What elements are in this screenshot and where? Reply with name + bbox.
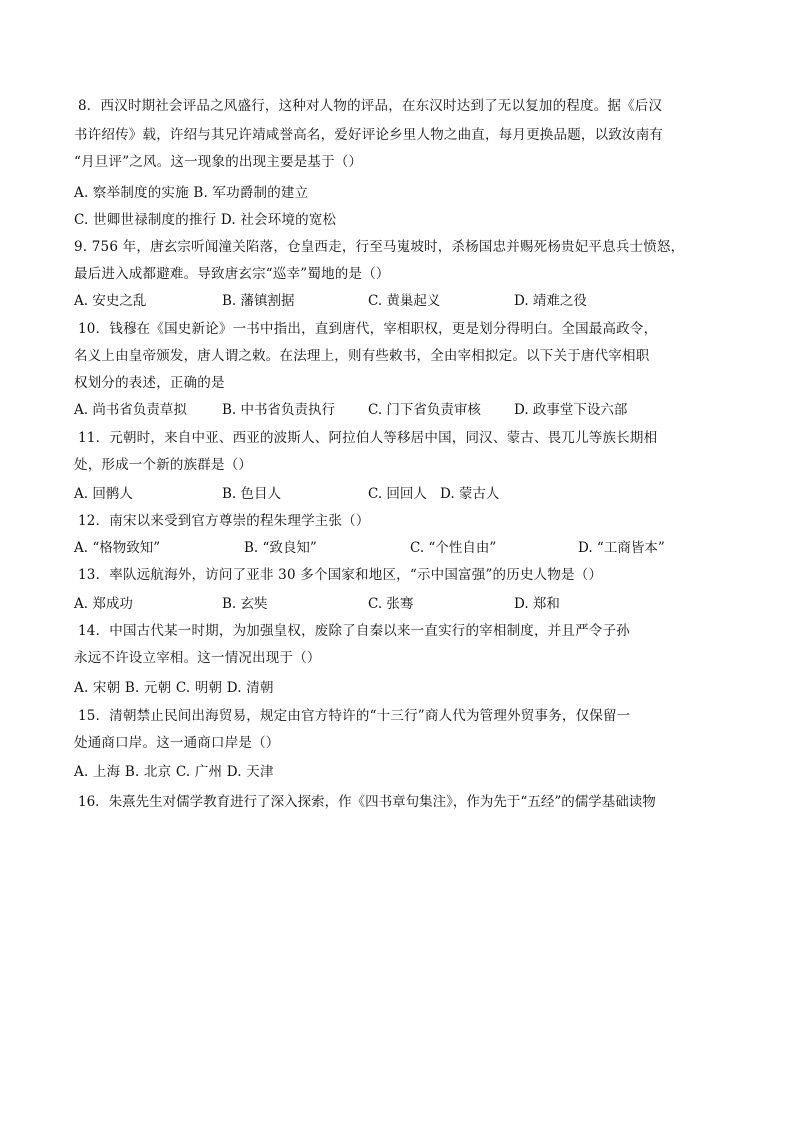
q14-line-1: 14．中国古代某一时期，为加强皇权，废除了自秦以来一直实行的宰相制度，并且严令子孙: [78, 623, 630, 639]
q9-option-d: D. 靖难之役: [514, 293, 587, 309]
q11-option-a: A. 回鹘人: [74, 486, 133, 502]
q9-line-1: 9. 756 年，唐玄宗听闻潼关陷落，仓皇西走，行至马嵬坡时，杀杨国忠并赐死杨贵妃平息兵士愤怒，: [74, 239, 685, 255]
q12-option-d: D. “工商皆本”: [578, 540, 665, 556]
q10-line-3: 权划分的表述，正确的是: [74, 375, 225, 391]
q9-option-a: A. 安史之乱: [74, 293, 147, 309]
q11-option-d: D. 蒙古人: [440, 486, 500, 502]
q10-option-c: C. 门下省负责审核: [368, 402, 481, 418]
q9-option-b: B. 藩镇割据: [222, 293, 295, 309]
q8-line-3: “月旦评”之风。这一现象的出现主要是基于（）: [74, 154, 363, 170]
q15-options: A. 上海 B. 北京 C. 广州 D. 天津: [74, 764, 274, 780]
q8-line-2: 书许绍传》载，许绍与其兄许靖咸誉高名，爱好评论乡里人物之曲直，每月更换品题，以致汝南有: [74, 127, 664, 143]
q15-line-2: 处通商口岸。这一通商口岸是（）: [74, 735, 280, 751]
q13-option-d: D. 郑和: [514, 596, 560, 612]
q10-line-2: 名义上由皇帝颁发，唐人谓之敕。在法理上，则有些敕书，全由宰相拟定。以下关于唐代宰相职: [74, 348, 650, 364]
q12-line-1: 12．南宋以来受到官方尊崇的程朱理学主张（）: [78, 513, 370, 529]
q11-line-1: 11．元朝时，来自中亚、西亚的波斯人、阿拉伯人等移居中国，同汉、蒙古、畏兀儿等族长期相: [78, 430, 658, 446]
q12-option-a: A. “格物致知”: [74, 540, 161, 556]
q12-option-c: C. “个性自由”: [410, 540, 497, 556]
q8-option-ab: A. 察举制度的实施 B. 军功爵制的建立: [74, 185, 309, 201]
q13-option-b: B. 玄奘: [222, 596, 268, 612]
q14-line-2: 永远不许设立宰相。这一情况出现于（）: [74, 650, 321, 666]
q9-option-c: C. 黄巢起义: [368, 293, 441, 309]
q11-option-b: B. 色目人: [222, 486, 282, 502]
q13-line-1: 13．率队远航海外，访问了亚非 30 多个国家和地区，“示中国富强”的历史人物是（）: [78, 567, 603, 583]
q13-option-c: C. 张骞: [368, 596, 414, 612]
q10-option-d: D. 政事堂下设六部: [514, 402, 628, 418]
q14-options: A. 宋朝 B. 元朝 C. 明朝 D. 清朝: [74, 680, 274, 696]
q10-line-1: 10．钱穆在《国史新论》一书中指出，直到唐代，宰相职权，更是划分得明白。全国最高政令，: [78, 321, 658, 337]
q11-option-c: C. 回回人: [368, 486, 427, 502]
q11-line-2: 处，形成一个新的族群是（）: [74, 457, 253, 473]
q10-option-b: B. 中书省负责执行: [222, 402, 336, 418]
q15-line-1: 15．清朝禁止民间出海贸易，规定由官方特许的“十三行”商人代为管理外贸事务，仅保留一: [78, 708, 631, 724]
q9-line-2: 最后进入成都避难。导致唐玄宗“巡幸”蜀地的是（）: [74, 266, 390, 282]
q10-option-a: A. 尚书省负责草拟: [74, 402, 187, 418]
q13-option-a: A. 郑成功: [74, 596, 133, 612]
q16-line-1: 16．朱熹先生对儒学教育进行了深入探索，作《四书章句集注》，作为先于“五经”的儒学基础读物: [78, 794, 656, 810]
q12-option-b: B. “致良知”: [244, 540, 317, 556]
q8-option-cd: C. 世卿世禄制度的推行 D. 社会环境的宽松: [74, 212, 337, 228]
q8-line-1: 8．西汉时期社会评品之风盛行，这种对人物的评品，在东汉时达到了无以复加的程度。据《后汉: [78, 98, 663, 114]
